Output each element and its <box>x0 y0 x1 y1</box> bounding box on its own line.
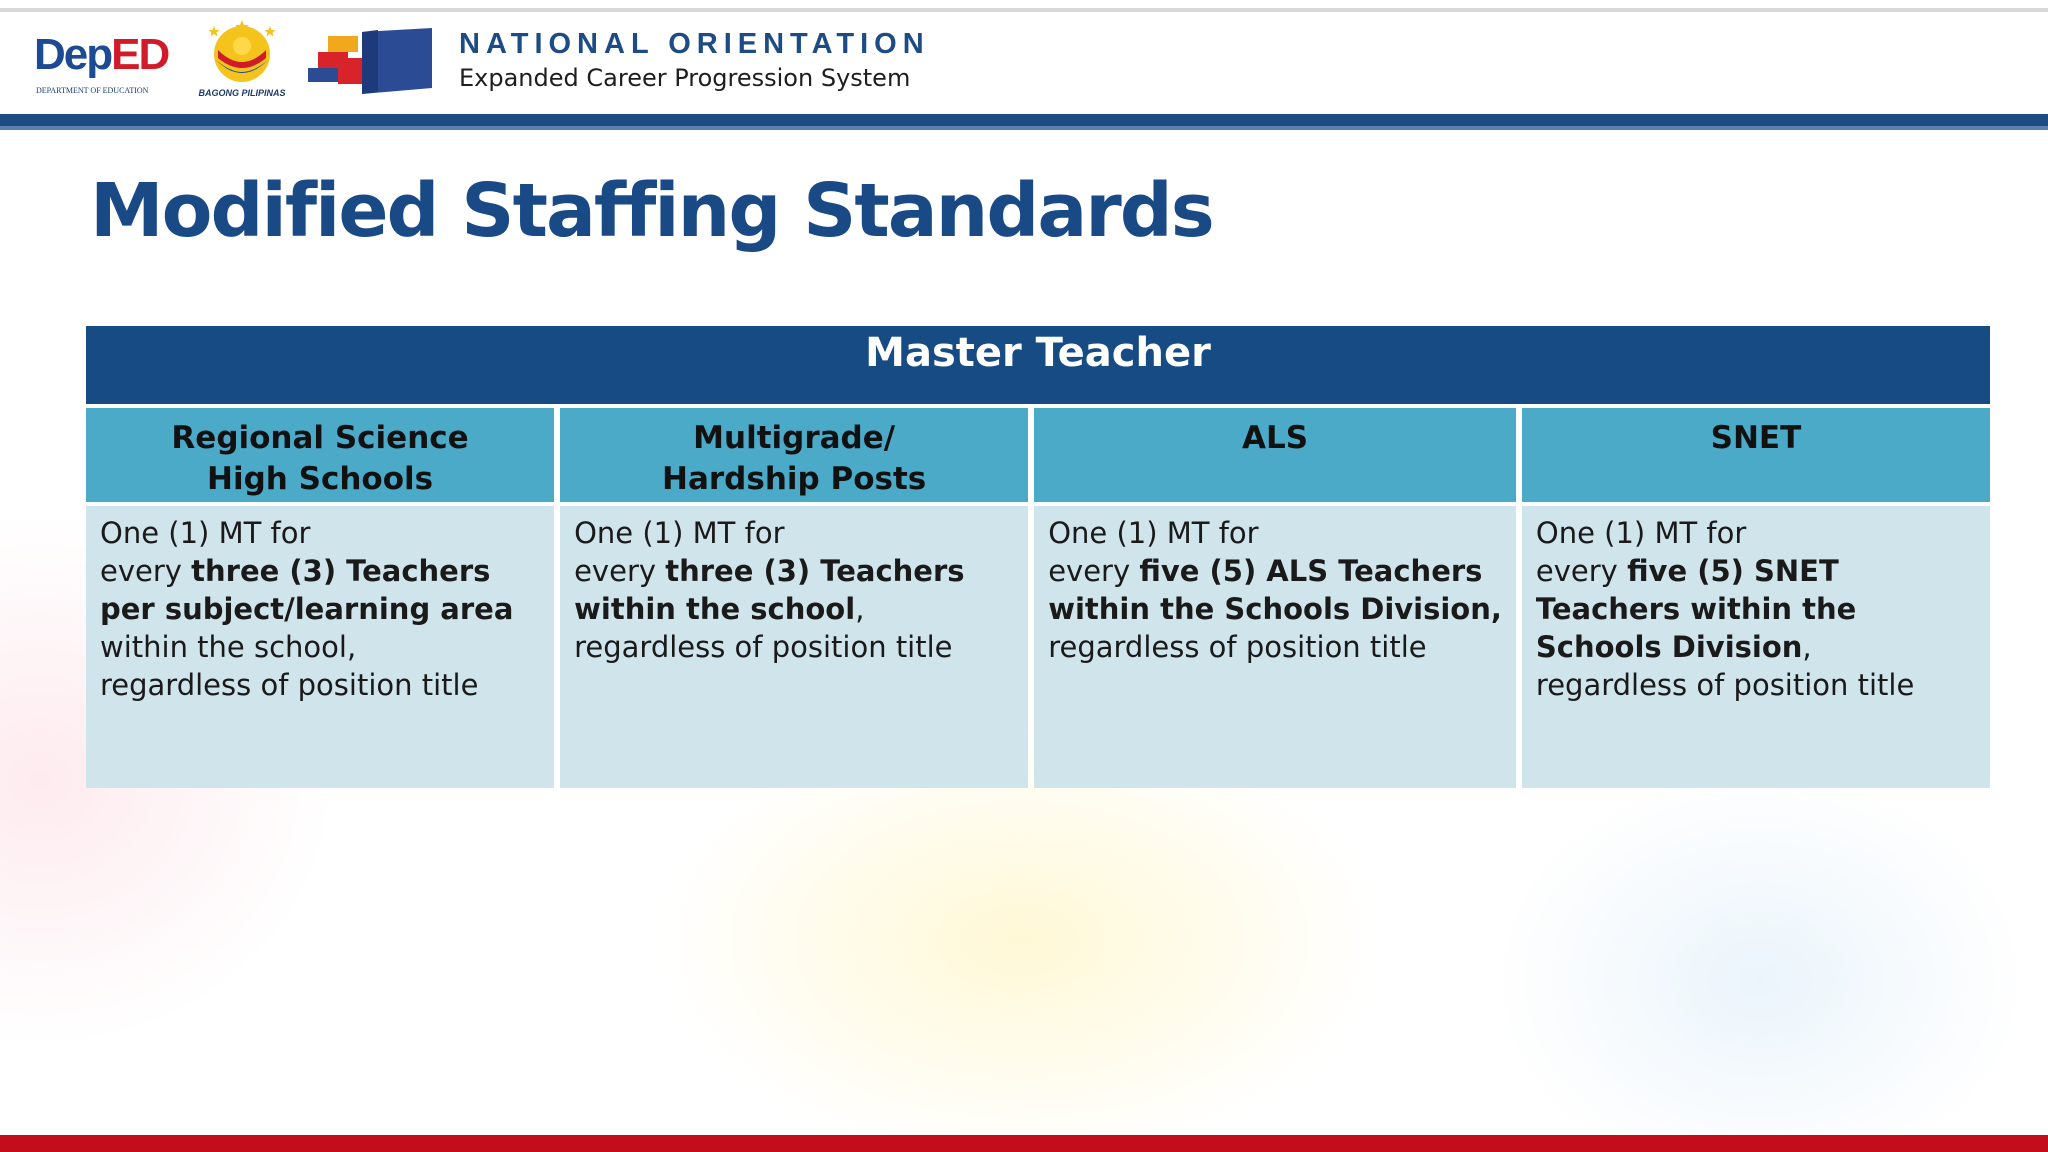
column-header-line: Hardship Posts <box>662 461 927 497</box>
column-header <box>560 408 1028 502</box>
ecps-stairs-icon <box>308 28 436 100</box>
column-cell <box>1034 506 1516 788</box>
bagong-pilipinas-label: BAGONG PILIPINAS <box>198 88 286 98</box>
column-header-line: SNET <box>1710 420 1802 456</box>
column-header-line: High Schools <box>207 461 434 497</box>
cell-line <box>574 628 1014 666</box>
cell-line <box>1536 628 1976 666</box>
cell-text: regardless of position title <box>574 630 953 664</box>
cell-text-bold: three (3) Teachers <box>191 554 491 588</box>
column-cell <box>560 506 1028 788</box>
deped-logo-subtitle: DEPARTMENT OF EDUCATION <box>36 86 149 95</box>
cell-text: every <box>574 554 666 588</box>
deped-logo-ed: ED <box>111 30 169 79</box>
cell-line <box>1536 590 1976 628</box>
cell-line <box>100 514 540 552</box>
bagong-pilipinas-emblem-icon <box>192 16 292 90</box>
cell-text: regardless of position title <box>1048 630 1427 664</box>
top-rule <box>0 8 2048 12</box>
table-column <box>1034 408 1516 788</box>
cell-text-bold: three (3) Teachers <box>665 554 965 588</box>
cell-line <box>100 590 540 628</box>
cell-text: , <box>1802 630 1812 664</box>
cell-text: regardless of position title <box>100 668 479 702</box>
column-header-line: Regional Science <box>171 420 469 456</box>
column-header <box>86 408 554 502</box>
cell-line <box>1536 514 1976 552</box>
table-column <box>560 408 1028 788</box>
cell-line <box>574 514 1014 552</box>
cell-line <box>574 590 1014 628</box>
cell-text-bold: five (5) ALS Teachers <box>1139 554 1483 588</box>
bagong-pilipinas-logo <box>192 16 292 100</box>
column-header <box>1522 408 1990 502</box>
column-header <box>1034 408 1516 502</box>
orientation-title: NATIONAL ORIENTATION <box>459 28 930 60</box>
cell-text: , <box>855 592 865 626</box>
cell-line <box>1536 552 1976 590</box>
cell-line <box>100 666 540 704</box>
cell-text: One (1) MT for <box>574 516 785 550</box>
cell-text: every <box>1535 554 1628 588</box>
cell-line <box>1536 666 1976 704</box>
cell-line <box>1048 514 1502 552</box>
cell-text-bold: within the Schools Division, <box>1048 592 1502 626</box>
cell-text: within the school, <box>100 630 357 664</box>
cell-line <box>574 552 1014 590</box>
page-title: Modified Staffing Standards <box>90 168 1213 254</box>
cell-line <box>1048 552 1502 590</box>
column-header-line: ALS <box>1242 420 1309 456</box>
cell-text: One (1) MT for <box>1048 516 1259 550</box>
cell-text-bold: Teachers within the <box>1535 592 1857 626</box>
deped-logo-dep: Dep <box>34 30 112 79</box>
column-cell <box>1522 506 1990 788</box>
header-divider <box>0 114 2048 126</box>
cell-text-bold: five (5) SNET <box>1627 554 1839 588</box>
cell-text-bold: within the school <box>574 592 856 626</box>
column-header-line: Multigrade/ <box>693 420 896 456</box>
cell-text: every <box>100 554 192 588</box>
orientation-subtitle: Expanded Career Progression System <box>459 64 911 92</box>
cell-text-bold: Schools Division <box>1535 630 1803 664</box>
column-cell <box>86 506 554 788</box>
deped-logo <box>34 30 184 100</box>
table-heading: Master Teacher <box>86 326 1990 404</box>
cell-text: regardless of position title <box>1535 668 1915 702</box>
staffing-table <box>86 326 1990 788</box>
cell-line <box>100 552 540 590</box>
table-column <box>1522 408 1990 788</box>
cell-line <box>1048 590 1502 628</box>
table-columns <box>86 408 1990 788</box>
cell-line <box>100 628 540 666</box>
bottom-accent-bar <box>0 1135 2048 1152</box>
cell-text: One (1) MT for <box>1535 516 1747 550</box>
header-divider-accent <box>0 126 2048 130</box>
cell-text-bold: per subject/learning area <box>100 592 514 626</box>
cell-text: every <box>1048 554 1140 588</box>
table-column <box>86 408 554 788</box>
ecps-logo <box>308 28 436 100</box>
cell-text: One (1) MT for <box>100 516 311 550</box>
cell-line <box>1048 628 1502 666</box>
